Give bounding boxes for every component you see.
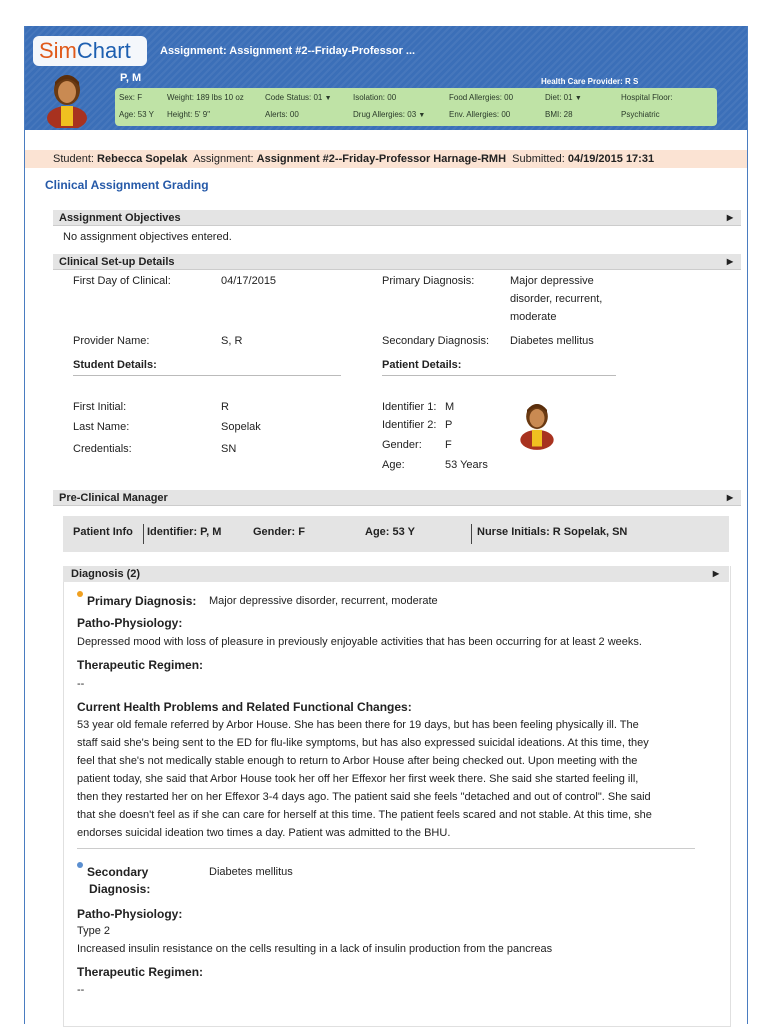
expand-arrow-icon[interactable]: ▶ <box>726 493 733 502</box>
divider <box>143 524 144 544</box>
secondary-diagnosis-value: Diabetes mellitus <box>209 866 293 878</box>
expand-arrow-icon[interactable]: ▶ <box>726 213 733 222</box>
primary-diagnosis-label: Primary Diagnosis: <box>87 594 197 608</box>
primary-dx-label: Primary Diagnosis: <box>382 275 475 287</box>
secondary-dx-value: Diabetes mellitus <box>510 335 594 347</box>
first-day-label: First Day of Clinical: <box>73 275 171 287</box>
drug-allergies-dropdown[interactable] <box>353 110 425 119</box>
assignment-label: Assignment: <box>193 153 254 165</box>
hospital-floor-label: Hospital Floor: <box>621 93 673 102</box>
page-title: Clinical Assignment Grading <box>45 178 209 192</box>
patient-details-heading: Patient Details: <box>382 359 462 371</box>
sex-field: Sex: F <box>119 93 143 102</box>
health-care-provider: Health Care Provider: R S <box>541 77 639 86</box>
primary-dx-value: Major depressive disorder, recurrent, moderate <box>510 275 603 323</box>
clinical-setup-header[interactable] <box>53 254 741 270</box>
patho2-label: Patho-Physiology: <box>77 907 183 921</box>
height-field: Height: 5' 9" <box>167 110 211 119</box>
age-value: 53 Years <box>445 459 488 471</box>
assignment-objectives-header[interactable] <box>53 210 741 226</box>
patho-value: Depressed mood with loss of pleasure in previously enjoyable activities that has been occurring for at least 2 weeks. <box>77 636 642 648</box>
last-name-value: Sopelak <box>221 421 261 433</box>
text-line: staff said she's being sent to the ED for flu-like symptoms, but has also expressed suicidal ideations. At this time, they <box>77 737 649 749</box>
patient-info-bar <box>115 88 717 126</box>
diet-dropdown[interactable] <box>545 93 582 102</box>
secondary-diagnosis-label-2: Diagnosis: <box>89 882 151 896</box>
first-initial-label: First Initial: <box>73 401 127 413</box>
patho-label: Patho-Physiology: <box>77 616 183 630</box>
primary-diagnosis-value: Major depressive disorder, recurrent, moderate <box>209 595 438 607</box>
provider-label: Provider Name: <box>73 335 150 347</box>
text-line: then they restarted her on her Effexor 3-4 days ago. The patient said she feels "detached and out of control". She said <box>77 791 651 803</box>
regimen-label: Therapeutic Regimen: <box>77 658 204 672</box>
diet-label: Diet: 01 <box>545 93 573 102</box>
identifier2-value: P <box>445 419 453 431</box>
regimen2-value: -- <box>77 984 85 996</box>
secondary-dx-label: Secondary Diagnosis: <box>382 335 490 347</box>
hospital-floor-value: Psychiatric <box>621 110 660 119</box>
gender-label: Gender: <box>382 439 422 451</box>
identifier2-label: Identifier 2: <box>382 419 437 431</box>
regimen2-label: Therapeutic Regimen: <box>77 965 204 979</box>
nurse-initials-text: Nurse Initials: R Sopelak, SN <box>477 526 628 538</box>
identifier-text: Identifier: P, M <box>147 526 222 538</box>
secondary-bullet-icon <box>77 862 83 868</box>
health-problems-text <box>77 716 717 842</box>
patho2-line2: Increased insulin resistance on the cells resulting in a lack of insulin production from the pancreas <box>77 943 553 955</box>
logo-sim-text: Sim <box>39 38 77 63</box>
age-text: Age: 53 Y <box>365 526 415 538</box>
isolation-field: Isolation: 00 <box>353 93 397 102</box>
age-label: Age: <box>382 459 405 471</box>
divider <box>382 375 616 376</box>
chevron-down-icon: ▼ <box>324 95 332 102</box>
patient-avatar-icon <box>43 70 91 128</box>
first-initial-value: R <box>221 401 229 413</box>
section-title: Assignment Objectives <box>59 212 181 224</box>
simchart-logo[interactable] <box>33 36 147 66</box>
pre-clinical-header[interactable] <box>53 490 741 506</box>
app-header <box>25 26 747 130</box>
age-field: Age: 53 Y <box>119 110 154 119</box>
expand-arrow-icon[interactable]: ▶ <box>726 257 733 266</box>
identifier1-value: M <box>445 401 455 413</box>
assignment-title: Assignment: Assignment #2--Friday-Professor ... <box>160 45 416 57</box>
text-line: endorses suicidal ideation two times a day. Patient was admitted to the BHU. <box>77 827 451 839</box>
gender-value: F <box>445 439 452 451</box>
chevron-down-icon: ▼ <box>574 95 582 102</box>
identifier1-label: Identifier 1: <box>382 401 437 413</box>
text-line: patient today, she said that Arbor House took her off her Effexor her first week there. She said she started feeling ill, <box>77 773 639 785</box>
provider-value: S, R <box>221 335 243 347</box>
logo-chart-text: Chart <box>76 38 131 63</box>
text-line: feel that she's not medically stable enough to return to Arbor House after being checked out. Upon meeting with the <box>77 755 638 767</box>
gender-text: Gender: F <box>253 526 305 538</box>
text-line: 53 year old female referred by Arbor House. She has been there for 19 days, but has been feeling physically ill. The <box>77 719 639 731</box>
assignment-name: Assignment #2--Friday-Professor Harnage-RMH <box>256 153 507 165</box>
env-allergies-field: Env. Allergies: 00 <box>449 110 511 119</box>
last-name-label: Last Name: <box>73 421 130 433</box>
primary-bullet-icon <box>77 591 83 597</box>
text-line: that she doesn't feel as if she can care for herself at this time. The patient feels scared and not stable. At this time, she <box>77 809 652 821</box>
alerts-field: Alerts: 00 <box>265 110 299 119</box>
submitted-value: 04/19/2015 17:31 <box>567 153 655 165</box>
expand-arrow-icon[interactable]: ▶ <box>712 569 719 578</box>
app-frame <box>24 26 748 1024</box>
patient-info-label: Patient Info <box>73 526 133 538</box>
submitted-label: Submitted: <box>512 153 565 165</box>
drug-allergies-label: Drug Allergies: 03 <box>353 110 417 119</box>
divider <box>471 524 472 544</box>
student-label: Student: <box>53 153 94 165</box>
regimen-value: -- <box>77 678 85 690</box>
weight-field: Weight: 189 lbs 10 oz <box>167 93 244 102</box>
credentials-label: Credentials: <box>73 443 132 455</box>
patient-avatar-icon <box>517 396 557 452</box>
section-title: Pre-Clinical Manager <box>59 492 168 504</box>
bmi-field: BMI: 28 <box>545 110 573 119</box>
health-problems-label: Current Health Problems and Related Functional Changes: <box>77 700 412 714</box>
code-status-label: Code Status: 01 <box>265 93 323 102</box>
student-details-heading: Student Details: <box>73 359 157 371</box>
diagnosis-header[interactable] <box>63 566 729 582</box>
patho2-line1: Type 2 <box>77 925 111 937</box>
student-info-bar <box>25 150 747 168</box>
first-day-value: 04/17/2015 <box>221 275 277 287</box>
secondary-diagnosis-label-1: Secondary <box>87 865 149 879</box>
objectives-text: No assignment objectives entered. <box>63 231 232 243</box>
chevron-down-icon: ▼ <box>418 112 426 119</box>
student-name: Rebecca Sopelak <box>97 153 188 165</box>
code-status-dropdown[interactable] <box>265 93 332 102</box>
section-title: Diagnosis (2) <box>71 568 141 580</box>
divider <box>77 848 695 849</box>
section-title: Clinical Set-up Details <box>59 256 175 268</box>
food-allergies-field: Food Allergies: 00 <box>449 93 514 102</box>
patient-name: P, M <box>120 72 142 84</box>
credentials-value: SN <box>221 443 237 455</box>
patient-info-strip <box>63 516 729 552</box>
divider <box>73 375 341 376</box>
